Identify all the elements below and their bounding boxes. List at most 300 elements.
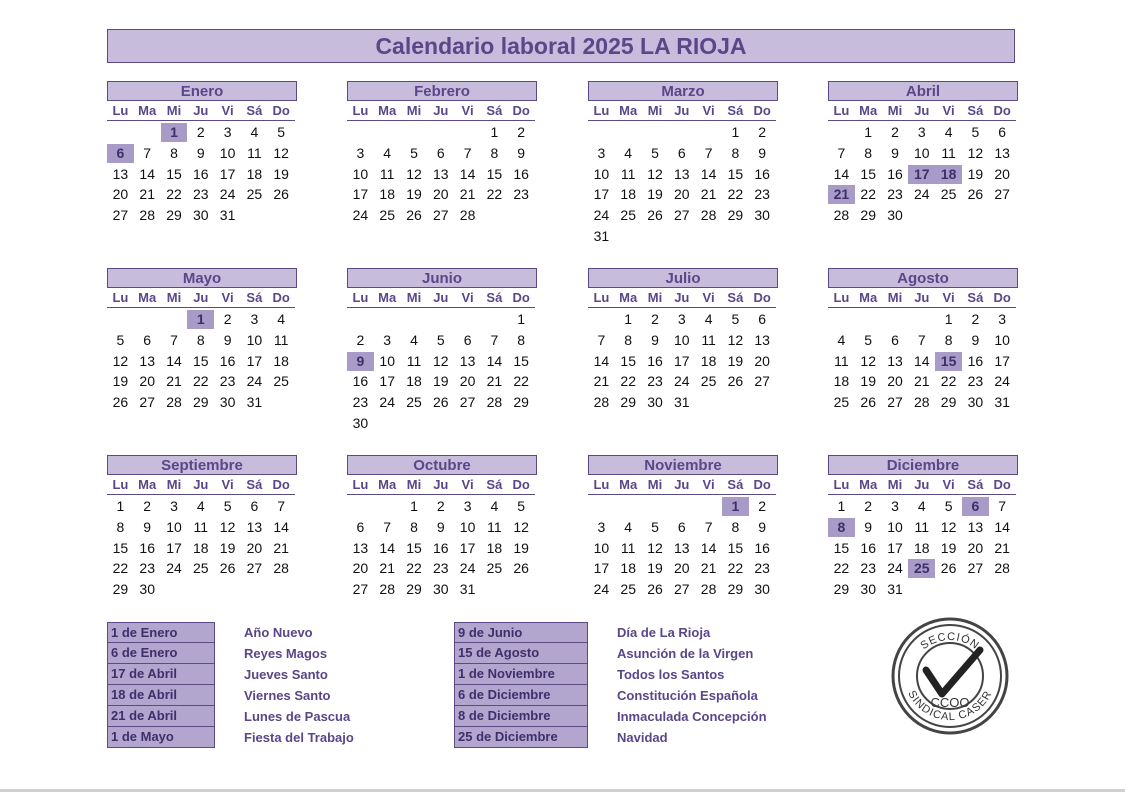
day-cell: 25 bbox=[833, 394, 850, 411]
legend-date: 9 de Junio bbox=[454, 622, 588, 643]
day-cell: 2 bbox=[517, 124, 526, 140]
day-cell: 4 bbox=[250, 124, 259, 140]
month-name: Octubre bbox=[347, 455, 537, 475]
page-bottom-divider bbox=[0, 789, 1125, 792]
day-cell: 23 bbox=[754, 186, 770, 203]
day-cell: 27 bbox=[674, 581, 690, 598]
day-cell: 8 bbox=[731, 518, 740, 535]
day-cell: 10 bbox=[994, 331, 1010, 348]
day-cell: 26 bbox=[727, 373, 744, 390]
day-cell: 18 bbox=[486, 539, 503, 556]
day-cell: 10 bbox=[674, 331, 690, 348]
day-cell: 25 bbox=[406, 394, 422, 411]
day-cell: 13 bbox=[246, 518, 263, 535]
day-cell: 12 bbox=[967, 144, 984, 161]
day-cell: 1 bbox=[410, 498, 418, 514]
day-cell: 9 bbox=[891, 144, 899, 161]
svg-text:SECCIÓN bbox=[918, 631, 981, 652]
weekday-label: Mi bbox=[401, 288, 428, 308]
days-grid bbox=[107, 497, 295, 601]
empty-cell bbox=[908, 310, 935, 329]
day-cell: 6 bbox=[998, 124, 1007, 140]
empty-cell bbox=[401, 310, 428, 329]
holiday-day: 1 bbox=[161, 123, 188, 142]
day-cell: 20 bbox=[112, 186, 129, 203]
legend-holiday-name: Año Nuevo bbox=[244, 625, 313, 640]
day-cell: 3 bbox=[998, 311, 1007, 327]
day-cell: 12 bbox=[727, 331, 744, 348]
holiday-day: 9 bbox=[347, 352, 374, 371]
day-cell: 19 bbox=[967, 165, 984, 182]
legend-row bbox=[454, 622, 767, 643]
legend-row bbox=[107, 706, 354, 727]
day-cell: 30 bbox=[352, 414, 369, 431]
weekday-label: Mi bbox=[642, 288, 669, 308]
day-cell: 1 bbox=[731, 124, 740, 140]
weekday-label: Ma bbox=[855, 288, 882, 308]
day-cell: 26 bbox=[433, 394, 449, 411]
stamp-bottom-text: SINDICAL CASER bbox=[905, 688, 995, 724]
day-cell: 22 bbox=[486, 186, 503, 203]
empty-cell bbox=[642, 497, 669, 516]
day-cell: 13 bbox=[887, 352, 903, 369]
weekday-header bbox=[107, 475, 295, 495]
day-cell: 3 bbox=[891, 498, 899, 514]
weekday-header bbox=[588, 101, 776, 121]
legend-holiday-name: Día de La Rioja bbox=[617, 625, 711, 640]
day-cell: 8 bbox=[410, 518, 418, 535]
weekday-header bbox=[107, 101, 295, 121]
day-cell: 5 bbox=[116, 331, 125, 348]
day-cell: 2 bbox=[223, 311, 232, 327]
weekday-label: Ma bbox=[134, 475, 161, 495]
day-cell: 31 bbox=[219, 207, 236, 224]
day-cell: 9 bbox=[223, 331, 232, 348]
holiday-day: 25 bbox=[908, 559, 935, 578]
weekday-label: Ju bbox=[668, 475, 695, 495]
day-cell: 7 bbox=[383, 518, 392, 535]
day-cell: 2 bbox=[651, 311, 659, 327]
day-cell: 6 bbox=[250, 498, 259, 514]
weekday-label: Do bbox=[508, 475, 535, 495]
day-cell: 5 bbox=[864, 331, 873, 348]
empty-cell bbox=[668, 123, 695, 142]
day-cell: 13 bbox=[754, 331, 770, 348]
weekday-label: Sá bbox=[481, 288, 508, 308]
legend-row bbox=[454, 706, 767, 727]
month-enero bbox=[107, 81, 297, 227]
day-cell: 7 bbox=[143, 144, 152, 161]
day-cell: 26 bbox=[860, 394, 876, 411]
day-cell: 28 bbox=[700, 207, 717, 224]
day-cell: 30 bbox=[139, 581, 155, 598]
day-cell: 3 bbox=[677, 311, 686, 327]
weekday-label: Mi bbox=[401, 101, 428, 121]
day-cell: 28 bbox=[273, 560, 289, 577]
day-cell: 15 bbox=[860, 165, 876, 182]
legend-holiday-name: Constitución Española bbox=[617, 688, 758, 703]
day-cell: 8 bbox=[170, 144, 178, 161]
day-cell: 24 bbox=[593, 207, 610, 224]
weekday-label: Ma bbox=[374, 101, 401, 121]
days-grid bbox=[107, 123, 295, 227]
day-cell: 28 bbox=[914, 394, 930, 411]
empty-cell bbox=[828, 310, 855, 329]
day-cell: 19 bbox=[513, 539, 529, 556]
weekday-label: Ma bbox=[374, 475, 401, 495]
weekday-label: Vi bbox=[454, 101, 481, 121]
day-cell: 5 bbox=[971, 124, 980, 140]
day-cell: 16 bbox=[860, 539, 876, 556]
day-cell: 31 bbox=[593, 227, 610, 244]
day-cell: 25 bbox=[193, 560, 209, 577]
month-julio bbox=[588, 268, 778, 414]
day-cell: 12 bbox=[112, 352, 129, 369]
day-cell: 11 bbox=[273, 331, 289, 348]
weekday-label: Do bbox=[749, 475, 776, 495]
legend-holiday-name: Lunes de Pascua bbox=[244, 709, 351, 724]
day-cell: 11 bbox=[379, 165, 395, 182]
weekday-label: Ju bbox=[427, 101, 454, 121]
day-cell: 29 bbox=[166, 207, 182, 224]
day-cell: 9 bbox=[436, 518, 445, 535]
day-cell: 26 bbox=[647, 581, 663, 598]
day-cell: 6 bbox=[143, 331, 152, 348]
day-cell: 13 bbox=[352, 539, 369, 556]
day-cell: 24 bbox=[246, 373, 263, 390]
day-cell: 22 bbox=[193, 373, 209, 390]
day-cell: 14 bbox=[139, 165, 155, 182]
legend-row bbox=[107, 727, 354, 748]
month-name: Agosto bbox=[828, 268, 1018, 288]
empty-cell bbox=[695, 497, 722, 516]
weekday-label: Do bbox=[989, 475, 1016, 495]
day-cell: 1 bbox=[837, 498, 846, 514]
day-cell: 9 bbox=[143, 518, 152, 535]
holiday-day: 1 bbox=[722, 497, 749, 516]
day-cell: 4 bbox=[944, 124, 953, 140]
day-cell: 19 bbox=[860, 373, 876, 390]
day-cell: 20 bbox=[754, 352, 770, 369]
day-cell: 6 bbox=[758, 311, 767, 327]
month-mayo bbox=[107, 268, 297, 414]
days-grid bbox=[828, 497, 1016, 601]
day-cell: 14 bbox=[994, 518, 1010, 535]
empty-cell bbox=[695, 123, 722, 142]
day-cell: 21 bbox=[139, 186, 155, 203]
days-grid bbox=[828, 123, 1016, 227]
day-cell: 10 bbox=[914, 144, 930, 161]
day-cell: 15 bbox=[833, 539, 850, 556]
day-cell: 18 bbox=[193, 539, 209, 556]
weekday-label: Ju bbox=[908, 101, 935, 121]
day-cell: 25 bbox=[486, 560, 503, 577]
weekday-label: Ma bbox=[615, 475, 642, 495]
empty-cell bbox=[481, 310, 508, 329]
day-cell: 15 bbox=[727, 539, 744, 556]
holiday-legend-right bbox=[454, 622, 767, 748]
day-cell: 25 bbox=[940, 186, 957, 203]
stamp-center-text: CCOO bbox=[930, 695, 970, 710]
checkmark-icon bbox=[926, 650, 980, 694]
empty-cell bbox=[347, 123, 374, 142]
day-cell: 20 bbox=[967, 539, 984, 556]
holiday-day: 6 bbox=[962, 497, 989, 516]
holiday-day: 1 bbox=[187, 310, 214, 329]
day-cell: 29 bbox=[727, 581, 744, 598]
day-cell: 20 bbox=[352, 560, 369, 577]
weekday-label: Vi bbox=[695, 288, 722, 308]
day-cell: 16 bbox=[193, 165, 209, 182]
day-cell: 11 bbox=[620, 539, 636, 556]
day-cell: 12 bbox=[647, 165, 663, 182]
day-cell: 29 bbox=[727, 207, 744, 224]
day-cell: 30 bbox=[219, 394, 236, 411]
legend-date: 1 de Enero bbox=[107, 622, 215, 643]
day-cell: 12 bbox=[406, 165, 422, 182]
days-grid bbox=[828, 310, 1016, 414]
day-cell: 7 bbox=[998, 498, 1007, 514]
day-cell: 8 bbox=[944, 331, 953, 348]
weekday-label: Ju bbox=[668, 288, 695, 308]
day-cell: 26 bbox=[967, 186, 984, 203]
empty-cell bbox=[427, 123, 454, 142]
empty-cell bbox=[347, 310, 374, 329]
weekday-label: Ju bbox=[187, 101, 214, 121]
weekday-label: Mi bbox=[882, 101, 909, 121]
empty-cell bbox=[828, 123, 855, 142]
day-cell: 1 bbox=[864, 124, 873, 140]
day-cell: 17 bbox=[352, 186, 369, 203]
day-cell: 24 bbox=[379, 394, 395, 411]
empty-cell bbox=[427, 310, 454, 329]
day-cell: 29 bbox=[513, 394, 529, 411]
day-cell: 24 bbox=[166, 560, 182, 577]
day-cell: 7 bbox=[704, 144, 713, 161]
day-cell: 20 bbox=[674, 186, 690, 203]
day-cell: 14 bbox=[593, 352, 610, 369]
legend-row bbox=[107, 643, 354, 664]
legend-date: 18 de Abril bbox=[107, 685, 215, 706]
day-cell: 8 bbox=[731, 144, 740, 161]
day-cell: 18 bbox=[700, 352, 717, 369]
day-cell: 10 bbox=[593, 165, 610, 182]
day-cell: 10 bbox=[593, 539, 610, 556]
day-cell: 10 bbox=[166, 518, 182, 535]
day-cell: 30 bbox=[887, 207, 903, 224]
day-cell: 4 bbox=[704, 311, 713, 327]
day-cell: 30 bbox=[860, 581, 876, 598]
day-cell: 14 bbox=[273, 518, 289, 535]
day-cell: 11 bbox=[193, 518, 209, 535]
day-cell: 14 bbox=[914, 352, 930, 369]
day-cell: 31 bbox=[674, 394, 690, 411]
day-cell: 22 bbox=[727, 186, 744, 203]
day-cell: 14 bbox=[166, 352, 182, 369]
day-cell: 14 bbox=[700, 539, 717, 556]
day-cell: 12 bbox=[219, 518, 236, 535]
day-cell: 16 bbox=[513, 165, 529, 182]
day-cell: 24 bbox=[459, 560, 476, 577]
day-cell: 22 bbox=[620, 373, 636, 390]
day-cell: 1 bbox=[116, 498, 125, 514]
day-cell: 9 bbox=[864, 518, 873, 535]
day-cell: 30 bbox=[754, 207, 770, 224]
day-cell: 19 bbox=[647, 186, 663, 203]
empty-cell bbox=[161, 310, 188, 329]
day-cell: 30 bbox=[967, 394, 984, 411]
day-cell: 30 bbox=[754, 581, 770, 598]
weekday-label: Ju bbox=[908, 475, 935, 495]
day-cell: 26 bbox=[647, 207, 663, 224]
day-cell: 18 bbox=[620, 186, 636, 203]
weekday-header bbox=[828, 475, 1016, 495]
weekday-label: Vi bbox=[214, 101, 241, 121]
weekday-label: Lu bbox=[107, 475, 134, 495]
weekday-label: Ju bbox=[427, 288, 454, 308]
weekday-label: Vi bbox=[695, 101, 722, 121]
stamp-seal-icon bbox=[888, 614, 1012, 738]
day-cell: 26 bbox=[513, 560, 529, 577]
day-cell: 11 bbox=[941, 144, 956, 161]
day-cell: 30 bbox=[433, 581, 449, 598]
weekday-label: Sá bbox=[481, 475, 508, 495]
day-cell: 13 bbox=[112, 165, 129, 182]
day-cell: 4 bbox=[410, 331, 418, 348]
day-cell: 11 bbox=[406, 352, 422, 369]
day-cell: 22 bbox=[406, 560, 422, 577]
weekday-label: Do bbox=[989, 101, 1016, 121]
day-cell: 29 bbox=[833, 581, 850, 598]
day-cell: 12 bbox=[273, 144, 289, 161]
day-cell: 14 bbox=[459, 165, 476, 182]
days-grid bbox=[347, 497, 535, 601]
day-cell: 17 bbox=[887, 539, 903, 556]
day-cell: 23 bbox=[219, 373, 236, 390]
day-cell: 16 bbox=[754, 165, 770, 182]
day-cell: 8 bbox=[624, 331, 633, 348]
month-name: Mayo bbox=[107, 268, 297, 288]
month-name: Septiembre bbox=[107, 455, 297, 475]
month-name: Diciembre bbox=[828, 455, 1018, 475]
day-cell: 25 bbox=[700, 373, 717, 390]
day-cell: 21 bbox=[486, 373, 503, 390]
weekday-label: Sá bbox=[962, 475, 989, 495]
legend-date: 1 de Noviembre bbox=[454, 664, 588, 685]
day-cell: 5 bbox=[651, 518, 659, 535]
day-cell: 19 bbox=[219, 539, 236, 556]
day-cell: 5 bbox=[223, 498, 232, 514]
day-cell: 9 bbox=[758, 518, 767, 535]
legend-date: 6 de Diciembre bbox=[454, 685, 588, 706]
empty-cell bbox=[454, 310, 481, 329]
day-cell: 1 bbox=[490, 124, 499, 140]
day-cell: 10 bbox=[379, 352, 395, 369]
day-cell: 26 bbox=[406, 207, 422, 224]
day-cell: 20 bbox=[674, 560, 690, 577]
holiday-day: 15 bbox=[935, 352, 962, 371]
month-febrero bbox=[347, 81, 537, 227]
empty-cell bbox=[668, 497, 695, 516]
weekday-header bbox=[588, 288, 776, 308]
empty-cell bbox=[588, 123, 615, 142]
legend-date: 25 de Diciembre bbox=[454, 727, 588, 748]
days-grid bbox=[347, 123, 535, 227]
day-cell: 7 bbox=[597, 331, 606, 348]
weekday-label: Ju bbox=[427, 475, 454, 495]
legend-holiday-name: Fiesta del Trabajo bbox=[244, 730, 354, 745]
day-cell: 28 bbox=[994, 560, 1010, 577]
day-cell: 15 bbox=[513, 352, 529, 369]
day-cell: 13 bbox=[967, 518, 984, 535]
day-cell: 10 bbox=[246, 331, 263, 348]
weekday-label: Do bbox=[989, 288, 1016, 308]
empty-cell bbox=[134, 123, 161, 142]
day-cell: 8 bbox=[864, 144, 873, 161]
day-cell: 4 bbox=[624, 518, 633, 535]
month-name: Abril bbox=[828, 81, 1018, 101]
day-cell: 7 bbox=[917, 331, 926, 348]
weekday-label: Do bbox=[749, 288, 776, 308]
empty-cell bbox=[374, 310, 401, 329]
day-cell: 11 bbox=[914, 518, 930, 535]
day-cell: 19 bbox=[727, 352, 744, 369]
legend-date: 6 de Enero bbox=[107, 643, 215, 664]
day-cell: 20 bbox=[246, 539, 263, 556]
weekday-label: Lu bbox=[588, 288, 615, 308]
days-grid bbox=[588, 497, 776, 601]
weekday-label: Mi bbox=[882, 288, 909, 308]
day-cell: 29 bbox=[940, 394, 957, 411]
empty-cell bbox=[642, 123, 669, 142]
day-cell: 16 bbox=[219, 352, 236, 369]
day-cell: 11 bbox=[620, 165, 636, 182]
weekday-label: Sá bbox=[241, 475, 268, 495]
day-cell: 5 bbox=[731, 311, 740, 327]
day-cell: 14 bbox=[833, 165, 850, 182]
day-cell: 23 bbox=[513, 186, 529, 203]
day-cell: 17 bbox=[246, 352, 263, 369]
weekday-label: Ma bbox=[855, 101, 882, 121]
day-cell: 2 bbox=[864, 498, 873, 514]
day-cell: 10 bbox=[459, 518, 476, 535]
day-cell: 17 bbox=[459, 539, 476, 556]
day-cell: 1 bbox=[944, 311, 953, 327]
day-cell: 21 bbox=[593, 373, 610, 390]
day-cell: 11 bbox=[487, 518, 502, 535]
day-cell: 4 bbox=[917, 498, 926, 514]
day-cell: 17 bbox=[593, 186, 610, 203]
day-cell: 16 bbox=[139, 539, 155, 556]
weekday-label: Mi bbox=[401, 475, 428, 495]
day-cell: 26 bbox=[112, 394, 129, 411]
weekday-label: Sá bbox=[241, 288, 268, 308]
day-cell: 20 bbox=[887, 373, 903, 390]
day-cell: 23 bbox=[647, 373, 663, 390]
day-cell: 5 bbox=[436, 331, 445, 348]
weekday-label: Vi bbox=[935, 288, 962, 308]
day-cell: 31 bbox=[887, 581, 903, 598]
day-cell: 26 bbox=[940, 560, 957, 577]
day-cell: 15 bbox=[620, 352, 636, 369]
day-cell: 12 bbox=[433, 352, 449, 369]
empty-cell bbox=[588, 310, 615, 329]
holiday-day: 6 bbox=[107, 144, 134, 163]
day-cell: 29 bbox=[860, 207, 876, 224]
legend-date: 17 de Abril bbox=[107, 664, 215, 685]
weekday-label: Sá bbox=[241, 101, 268, 121]
day-cell: 3 bbox=[383, 331, 392, 348]
